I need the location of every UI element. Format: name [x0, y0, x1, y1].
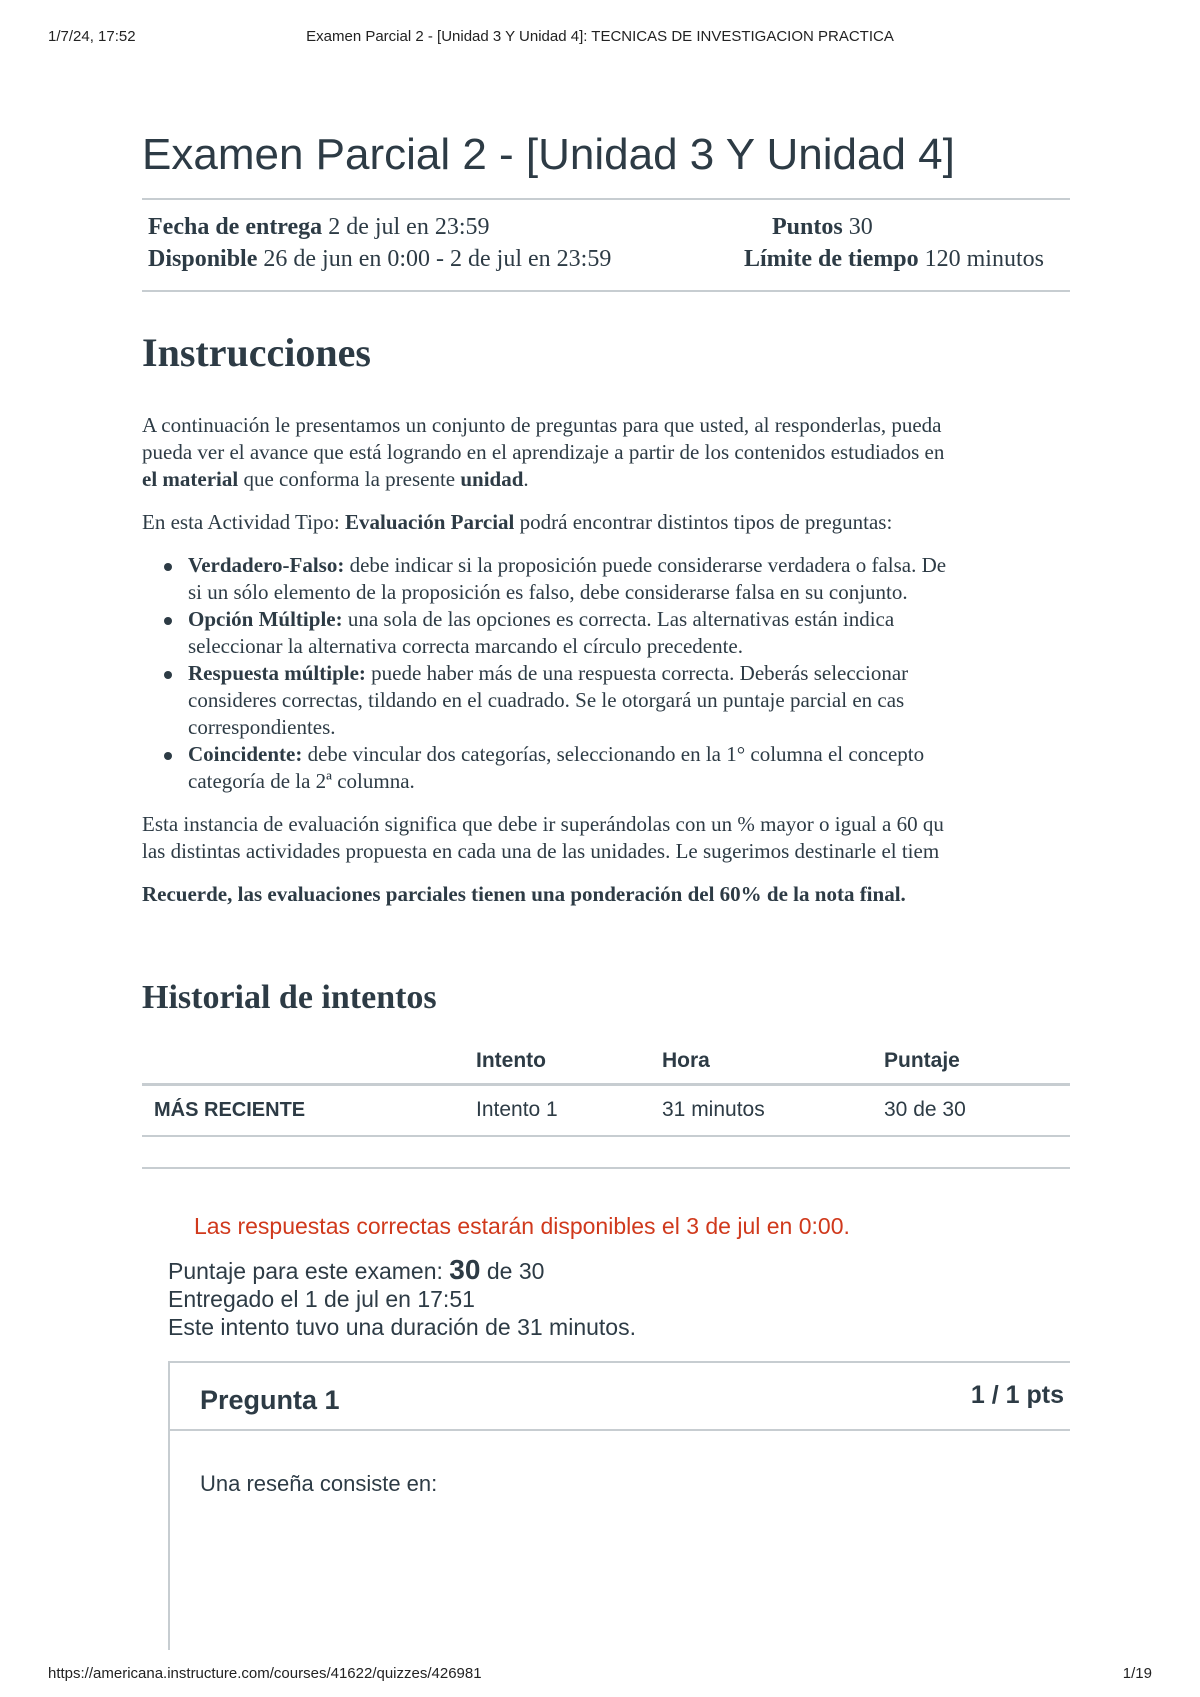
instructions-heading: Instrucciones [142, 330, 371, 375]
due-label: Fecha de entrega [148, 214, 323, 240]
instructions-paragraph-2 [142, 509, 1070, 536]
time-limit-label: Límite de tiempo [744, 246, 919, 272]
print-footer [48, 1665, 1152, 1687]
points-value: 30 [848, 214, 873, 240]
history-heading: Historial de intentos [142, 979, 437, 1016]
instructions-paragraph-1 [142, 412, 1070, 493]
text-fragment: puede haber más de una respuesta correcta. Deberás seleccionar [365, 661, 909, 685]
text-line: las distintas actividades propuesta en cada una de las unidades. Le sugerimos destinarle el tiem [142, 839, 940, 863]
text-fragment: En esta Actividad Tipo: [142, 510, 346, 534]
list-item-term: Verdadero-Falso: [188, 553, 345, 577]
question-points: 1 / 1 pts [970, 1381, 1064, 1409]
list-item [142, 606, 1070, 660]
question-types-list [142, 552, 1070, 795]
text-line: consideres correctas, tildando en el cuadrado. Se le otorgará un puntaje parcial en cas [188, 688, 905, 712]
question-title: Pregunta 1 [200, 1385, 340, 1415]
answers-availability-notice: Las respuestas correctas estarán disponibles el 3 de jul en 0:00. [194, 1213, 850, 1239]
print-url: https://americana.instructure.com/courses/41622/quizzes/426981 [48, 1665, 482, 1682]
column-header [142, 1040, 476, 1084]
attempt-summary [168, 1256, 1070, 1341]
score-line [168, 1256, 1070, 1285]
points [772, 214, 873, 241]
question-card [168, 1361, 1070, 1650]
quiz-content [142, 128, 1070, 1650]
text-line: si un sólo elemento de la proposición es falso, debe considerarse falsa en su conjunto. [188, 580, 908, 604]
text-fragment: Puntaje para este examen: [168, 1258, 450, 1284]
due-date [148, 214, 490, 241]
question-text: Una reseña consiste en: [200, 1471, 438, 1496]
text-fragment: debe vincular dos categorías, seleccionando en la 1° columna el concepto [302, 742, 925, 766]
table-row [142, 1084, 1070, 1136]
instructions-body [142, 412, 1070, 908]
divider [142, 1167, 1070, 1169]
page-title: Examen Parcial 2 - [Unidad 3 Y Unidad 4] [142, 130, 955, 179]
text-fragment: una sola de las opciones es correcta. Las alternativas están indica [342, 607, 895, 631]
list-item [142, 552, 1070, 606]
duration-line: Este intento tuvo una duración de 31 minutos. [168, 1314, 636, 1340]
quiz-details [142, 198, 1070, 292]
due-value: 2 de jul en 23:59 [328, 214, 490, 240]
bold-text: unidad [460, 467, 524, 491]
question-header [170, 1363, 1070, 1431]
text-fragment: debe indicar si la proposición puede considerarse verdadera o falsa. De [344, 553, 947, 577]
text-fragment: . [523, 467, 529, 491]
time-limit-value: 120 minutos [924, 246, 1044, 272]
column-header: Puntaje [884, 1040, 1070, 1084]
instructions-reminder: Recuerde, las evaluaciones parciales tienen una ponderación del 60% de la nota final. [142, 882, 906, 906]
column-header: Hora [662, 1040, 884, 1084]
score-value: 30 [449, 1254, 481, 1285]
list-item-term: Respuesta múltiple: [188, 661, 366, 685]
text-line: A continuación le presentamos un conjunto de preguntas para que usted, al responderlas, pueda [142, 413, 942, 437]
available-label: Disponible [148, 246, 258, 272]
text-line: Esta instancia de evaluación significa que debe ir superándolas con un % mayor o igual a 60 qu [142, 812, 944, 836]
attempt-history-table [142, 1040, 1070, 1137]
points-label: Puntos [772, 214, 843, 240]
text-fragment: que conforma la presente [238, 467, 461, 491]
text-line: seleccionar la alternativa correcta marcando el círculo precedente. [188, 634, 743, 658]
attempt-score: 30 de 30 [884, 1084, 1070, 1136]
time-limit [744, 246, 1044, 273]
text-fragment: de 30 [480, 1258, 545, 1284]
text-fragment: podrá encontrar distintos tipos de preguntas: [514, 510, 893, 534]
print-datetime: 1/7/24, 17:52 [48, 28, 136, 45]
attempt-time: 31 minutos [662, 1084, 884, 1136]
list-item-term: Coincidente: [188, 742, 303, 766]
bold-text: Evaluación Parcial [345, 510, 515, 534]
print-page-number: 1/19 [1122, 1665, 1152, 1682]
text-line: pueda ver el avance que está logrando en el aprendizaje a partir de los contenidos estudiados en [142, 440, 945, 464]
list-item [142, 741, 1070, 795]
attempt-link[interactable]: Intento 1 [476, 1084, 662, 1136]
list-item [142, 660, 1070, 741]
column-header: Intento [476, 1040, 662, 1084]
attempt-label: MÁS RECIENTE [142, 1084, 476, 1136]
instructions-paragraph-3 [142, 811, 1070, 865]
bold-text: el material [142, 467, 239, 491]
table-header-row [142, 1040, 1070, 1084]
available-value: 26 de jun en 0:00 - 2 de jul en 23:59 [263, 246, 612, 272]
text-line: categoría de la 2ª columna. [188, 769, 415, 793]
submitted-line: Entregado el 1 de jul en 17:51 [168, 1286, 475, 1312]
print-doc-title: Examen Parcial 2 - [Unidad 3 Y Unidad 4]: TECNICAS DE INVESTIGACION PRACTICA [306, 28, 894, 45]
text-line: correspondientes. [188, 715, 336, 739]
list-item-term: Opción Múltiple: [188, 607, 343, 631]
availability [148, 246, 611, 273]
